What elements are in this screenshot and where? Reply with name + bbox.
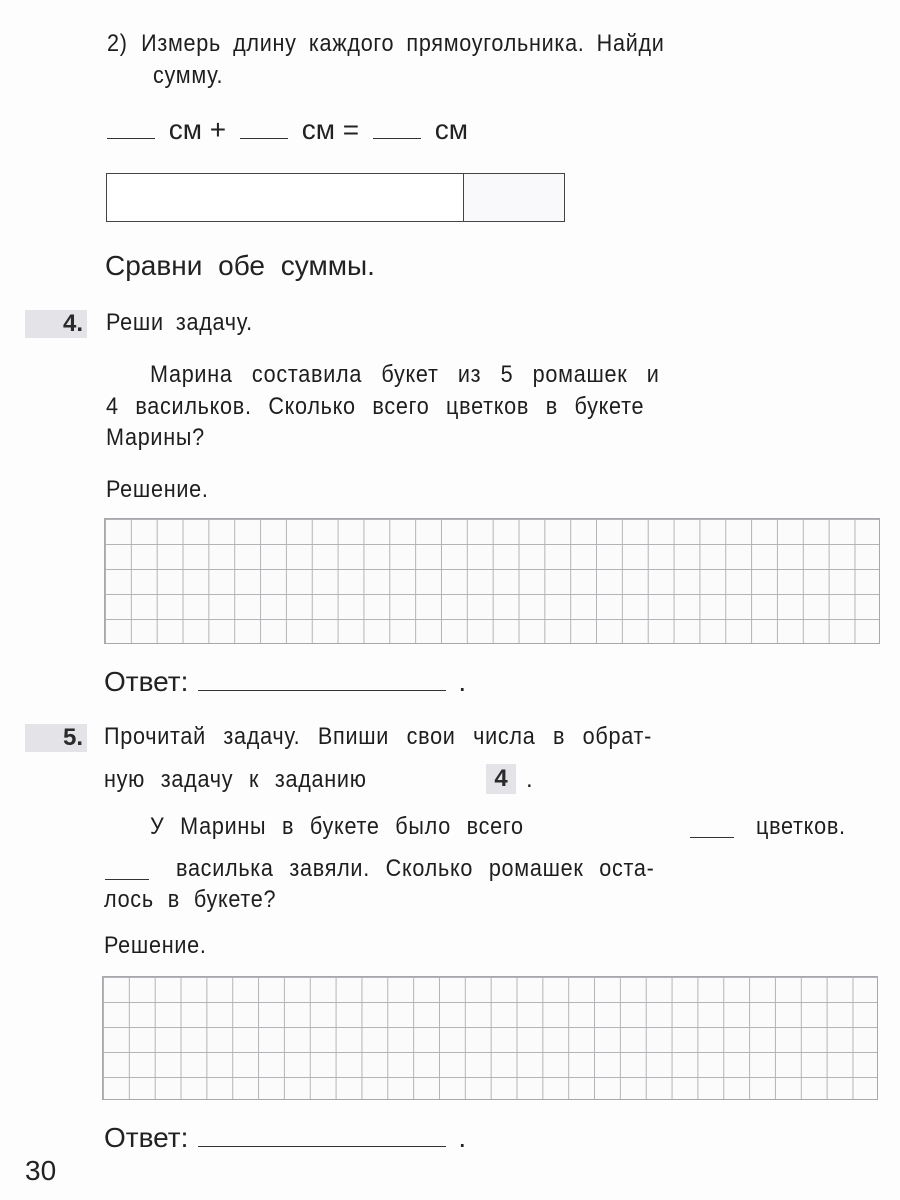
instruction-text: Измерь длину каждого прямоугольника. Найди	[141, 30, 665, 57]
task-5-badge: 5.	[25, 724, 87, 752]
task-4-title: Реши задачу.	[106, 309, 253, 336]
task-5-title-line2: ную задачу к заданию	[104, 766, 367, 793]
task-5-title-period: .	[526, 766, 534, 793]
blank-length-1[interactable]	[107, 137, 155, 139]
blank-total-flowers[interactable]	[690, 836, 734, 838]
task-5-problem-line2: василька завяли. Сколько ромашек оста-	[176, 855, 655, 882]
task-4-problem-line3: Марины?	[106, 424, 205, 451]
measurement-equation: см + см = см	[107, 114, 468, 146]
rectangle-short	[464, 174, 564, 221]
page-number: 30	[25, 1155, 57, 1186]
task-4-answer-blank[interactable]	[198, 689, 446, 691]
answer-label: Ответ:	[104, 666, 189, 697]
rectangle-bar	[106, 173, 565, 222]
subtask-number: 2)	[107, 30, 128, 57]
task-5-solution-grid[interactable]	[102, 976, 878, 1100]
task-5-problem-line3: лось в букете?	[104, 886, 277, 913]
task-5-problem-line1: У Марины в букете было всего	[150, 813, 524, 840]
task-5-problem-line1-suffix: цветков.	[756, 813, 846, 840]
task-3-part2-line2: сумму.	[153, 62, 224, 89]
rectangle-long	[107, 174, 464, 221]
compare-sums-text: Сравни обе суммы.	[105, 250, 375, 281]
blank-cornflowers-wilted[interactable]	[105, 878, 149, 880]
task-4-badge: 4.	[25, 310, 87, 338]
task-5-answer-blank[interactable]	[198, 1145, 446, 1147]
task-4-problem-line1: Марина составила букет из 5 ромашек и	[150, 361, 660, 388]
task-4-solution-grid[interactable]	[104, 518, 880, 644]
answer-label: Ответ:	[104, 1122, 189, 1153]
task-5-answer: Ответ: .	[104, 1122, 467, 1153]
task-4-answer: Ответ: .	[104, 666, 467, 697]
blank-length-2[interactable]	[240, 137, 288, 139]
blank-sum[interactable]	[373, 137, 421, 139]
task-5-title-line1: Прочитай задачу. Впиши свои числа в обрат-	[104, 723, 653, 750]
task-4-problem-line2: 4 васильков. Сколько всего цветков в букете	[106, 393, 645, 420]
task-4-reference-badge: 4	[486, 764, 516, 794]
task-5-solution-label: Решение.	[104, 932, 207, 959]
task-4-solution-label: Решение.	[106, 476, 209, 503]
task-3-part2-line1	[107, 30, 727, 58]
